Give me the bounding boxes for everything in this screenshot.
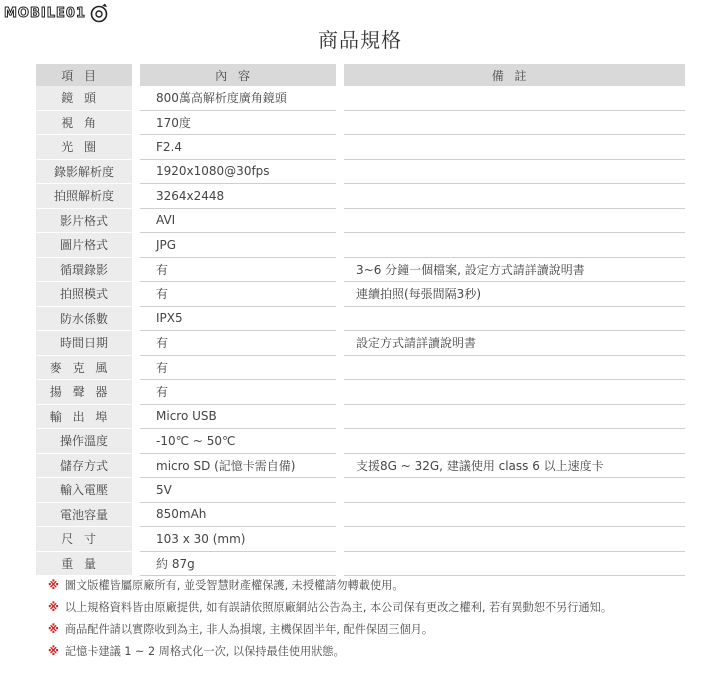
table-row — [36, 110, 685, 135]
spec-item-value: AVI — [140, 208, 336, 233]
note-mark-icon: ※ — [48, 645, 59, 658]
spec-item-note — [344, 380, 685, 405]
table-row — [36, 257, 685, 282]
spec-item-label: 時間日期 — [36, 331, 132, 356]
spec-item-value: -10℃ ~ 50℃ — [140, 429, 336, 454]
spec-item-label: 防水係數 — [36, 306, 132, 331]
logo-emblem-icon — [88, 3, 110, 23]
table-row — [36, 453, 685, 478]
spec-item-note — [344, 355, 685, 380]
spec-item-value: micro SD (記憶卡需自備) — [140, 453, 336, 478]
note-item: ※ 記憶卡建議 1 ~ 2 周格式化一次, 以保持最佳使用狀態。 — [48, 645, 345, 658]
spec-table — [36, 64, 685, 576]
spec-item-label: 揚聲器 — [36, 380, 132, 405]
spec-item-note — [344, 404, 685, 429]
spec-item-value: 103 x 30 (mm) — [140, 527, 336, 552]
spec-item-label: 圖片格式 — [36, 233, 132, 258]
spec-item-value: JPG — [140, 233, 336, 258]
spec-item-label: 輸入電壓 — [36, 478, 132, 503]
spec-item-value: 170度 — [140, 110, 336, 135]
spec-item-label: 視角 — [36, 110, 132, 135]
spec-item-value: IPX5 — [140, 306, 336, 331]
note-item: ※ 圖文版權皆屬原廠所有, 並受智慧財產權保護, 未授權請勿轉載使用。 — [48, 579, 404, 592]
spec-item-value: 1920x1080@30fps — [140, 159, 336, 184]
table-row — [36, 86, 685, 110]
spec-item-label: 光圈 — [36, 135, 132, 160]
spec-item-note — [344, 429, 685, 454]
table-row — [36, 527, 685, 552]
spec-item-note — [344, 527, 685, 552]
note-item: ※ 以上規格資料皆由原廠提供, 如有誤請依照原廠網站公告為主, 本公司保有更改之權利, 若有異動恕不另行通知。 — [48, 601, 613, 614]
notes-list — [48, 575, 612, 663]
header-content: 內容 — [140, 64, 336, 86]
spec-item-label: 錄影解析度 — [36, 159, 132, 184]
note-mark-icon: ※ — [48, 601, 59, 614]
spec-item-value: Micro USB — [140, 404, 336, 429]
spec-item-label: 儲存方式 — [36, 453, 132, 478]
spec-item-value: 有 — [140, 331, 336, 356]
table-row — [36, 233, 685, 258]
note-mark-icon: ※ — [48, 623, 59, 636]
spec-item-note: 支援8G ~ 32G, 建議使用 class 6 以上速度卡 — [344, 453, 685, 478]
table-row — [36, 184, 685, 209]
spec-item-value: 3264x2448 — [140, 184, 336, 209]
spec-item-note — [344, 159, 685, 184]
spec-item-note — [344, 551, 685, 576]
logo-text: MOBILE01 — [4, 5, 86, 21]
spec-item-label: 重量 — [36, 551, 132, 576]
table-row — [36, 551, 685, 576]
spec-item-value: 有 — [140, 380, 336, 405]
mobile01-logo — [4, 3, 110, 23]
spec-item-value: 有 — [140, 282, 336, 307]
table-row — [36, 306, 685, 331]
spec-item-label: 操作溫度 — [36, 429, 132, 454]
spec-item-label: 拍照解析度 — [36, 184, 132, 209]
table-row — [36, 331, 685, 356]
table-row — [36, 208, 685, 233]
spec-item-label: 輸出埠 — [36, 404, 132, 429]
note-item: ※ 商品配件請以實際收到為主, 非人為損壞, 主機保固半年, 配件保固三個月。 — [48, 623, 434, 636]
table-row — [36, 135, 685, 160]
spec-item-value: 850mAh — [140, 502, 336, 527]
spec-item-label: 電池容量 — [36, 502, 132, 527]
spec-item-label: 拍照模式 — [36, 282, 132, 307]
spec-item-value: F2.4 — [140, 135, 336, 160]
spec-item-label: 循環錄影 — [36, 257, 132, 282]
spec-item-label: 影片格式 — [36, 208, 132, 233]
note-mark-icon: ※ — [48, 579, 59, 592]
spec-item-note — [344, 184, 685, 209]
spec-item-note — [344, 135, 685, 160]
spec-item-value: 有 — [140, 257, 336, 282]
table-row — [36, 380, 685, 405]
spec-item-note: 設定方式請詳讀說明書 — [344, 331, 685, 356]
header-item: 項目 — [36, 64, 132, 86]
spec-item-note — [344, 306, 685, 331]
spec-item-note: 連續拍照(每張間隔3秒) — [344, 282, 685, 307]
table-row — [36, 478, 685, 503]
table-row — [36, 502, 685, 527]
spec-item-note — [344, 233, 685, 258]
header-note: 備註 — [344, 64, 685, 86]
spec-item-note — [344, 208, 685, 233]
spec-item-label: 麥克風 — [36, 355, 132, 380]
spec-item-note — [344, 86, 685, 110]
table-row — [36, 282, 685, 307]
spec-item-value: 800萬高解析度廣角鏡頭 — [140, 86, 336, 110]
spec-item-note — [344, 502, 685, 527]
spec-item-note: 3~6 分鐘一個檔案, 設定方式請詳讀說明書 — [344, 257, 685, 282]
page-title: 商品規格 — [318, 28, 402, 52]
table-row — [36, 355, 685, 380]
table-row — [36, 404, 685, 429]
spec-item-value: 約 87g — [140, 551, 336, 576]
spec-item-label: 鏡頭 — [36, 86, 132, 110]
spec-item-label: 尺寸 — [36, 527, 132, 552]
spec-item-note — [344, 110, 685, 135]
table-header-row — [36, 64, 685, 86]
spec-item-note — [344, 478, 685, 503]
spec-item-value: 有 — [140, 355, 336, 380]
table-row — [36, 159, 685, 184]
table-row — [36, 429, 685, 454]
spec-item-value: 5V — [140, 478, 336, 503]
